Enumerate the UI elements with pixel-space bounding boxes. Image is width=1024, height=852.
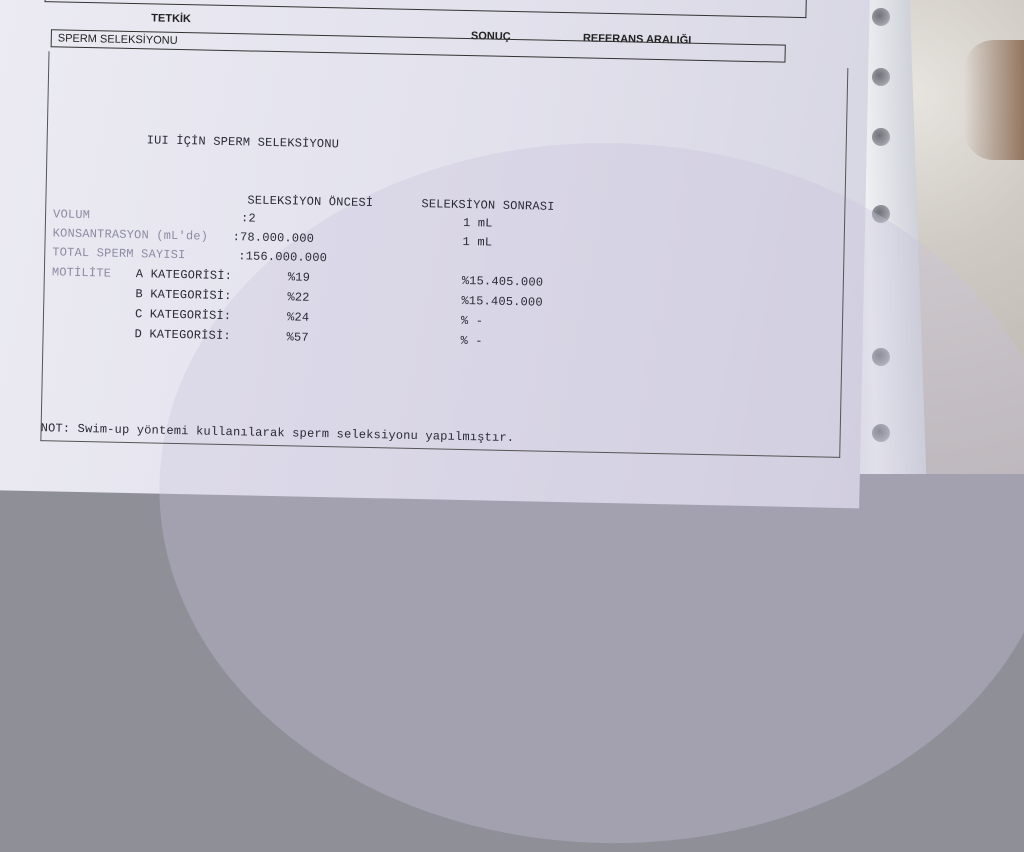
motility-after: % - [460,313,484,329]
column-header-result: SONUÇ [470,30,511,43]
column-after: SELEKSİYON SONRASI [421,197,555,214]
punch-hole [872,68,890,86]
column-before: SELEKSİYON ÖNCESİ [247,193,374,211]
section-title: SPERM SELEKSİYONU [57,32,178,47]
motility-category: D KATEGORİSİ: [134,327,231,344]
punch-hole [872,8,890,26]
row-after: 1 mL [462,215,493,231]
motility-category: C KATEGORİSİ: [134,307,232,324]
motility-category: A KATEGORİSİ: [135,267,233,284]
column-header-reference: REFERANS ARALIĞI [582,32,692,47]
row-label: KONSANTRASYON (mL'de) [52,226,209,244]
motility-after: % - [460,333,483,349]
row-label: TOTAL SPERM SAYISI [52,245,186,263]
column-header-test: TETKİK [151,12,192,26]
motility-after: %15.405.000 [461,273,544,290]
row-before: :2 [240,211,257,226]
row-after: 1 mL [462,234,493,250]
report-title: IUI İÇİN SPERM SELEKSİYONU [146,133,340,152]
motility-before: %22 [287,290,310,305]
motility-after: %15.405.000 [461,293,543,310]
motility-before: %19 [287,270,311,285]
motility-label: MOTİLİTE [51,265,112,281]
punch-hole [872,128,890,146]
report-note: NOT: Swim-up yöntemi kullanılarak sperm seleksiyonu yapılmıştır. [40,421,515,446]
background-object [964,40,1024,160]
motility-category: B KATEGORİSİ: [135,287,232,304]
row-label: VOLUM [52,207,91,223]
motility-before: %57 [286,330,309,345]
row-before: :78.000.000 [232,230,315,246]
motility-before: %24 [286,310,310,325]
row-before: :156.000.000 [238,249,328,266]
